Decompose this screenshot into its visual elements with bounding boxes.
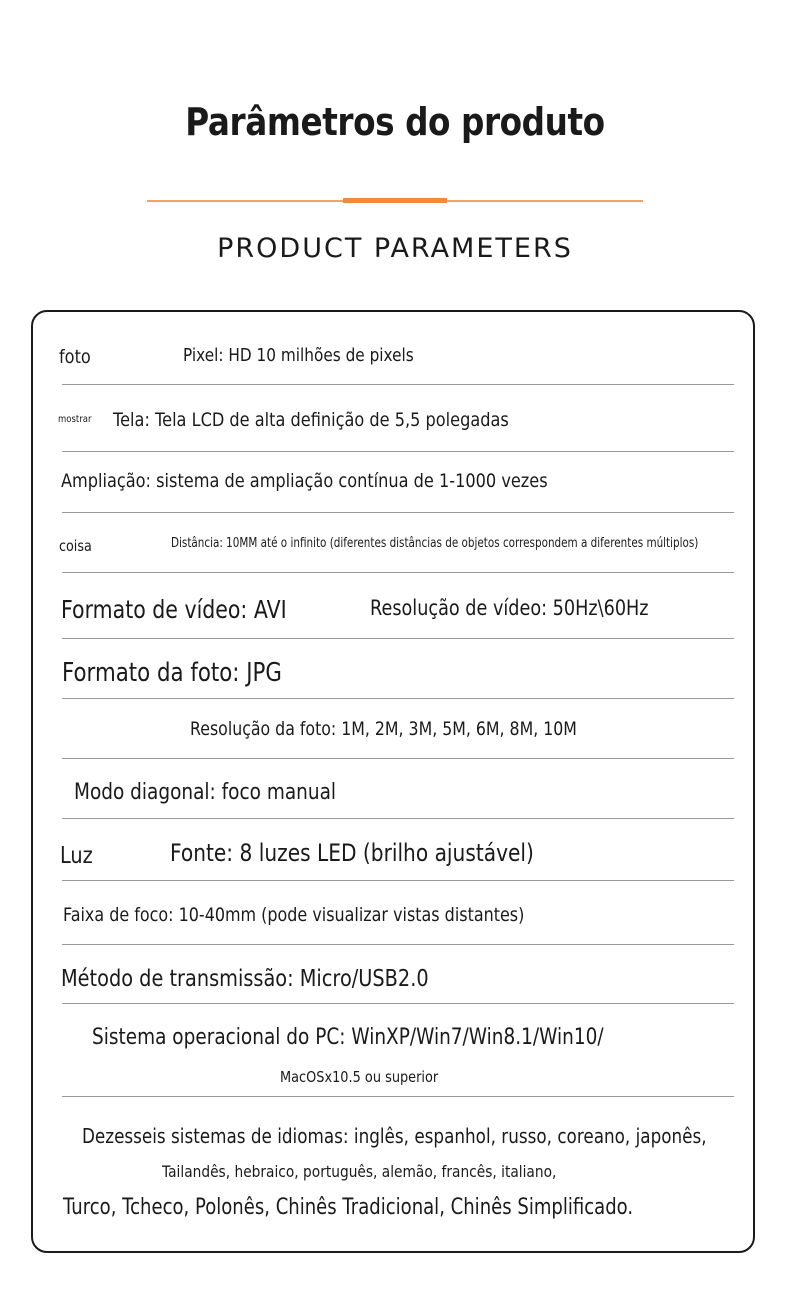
pixel-spec: Pixel: HD 10 milhões de pixels	[183, 345, 414, 366]
row-divider	[62, 944, 734, 945]
page-title: Parâmetros do produto	[185, 100, 605, 144]
faixa-foco-spec: Faixa de foco: 10-40mm (pode visualizar vistas distantes)	[63, 904, 525, 926]
idiomas-line-1: Dezesseis sistemas de idiomas: inglês, espanhol, russo, coreano, japonês,	[82, 1124, 707, 1148]
formato-foto-spec: Formato da foto: JPG	[62, 658, 282, 688]
formato-video-spec: Formato de vídeo: AVI	[61, 595, 287, 624]
row-divider	[62, 572, 734, 573]
row-divider	[62, 880, 734, 881]
macos-spec: MacOSx10.5 ou superior	[280, 1068, 439, 1086]
distancia-spec: Distância: 10MM até o infinito (diferentes distâncias de objetos correspondem a diferentes múltiplos)	[171, 536, 699, 551]
row-divider	[62, 638, 734, 639]
row-divider	[62, 1003, 734, 1004]
row-divider	[62, 451, 734, 452]
row-divider	[62, 698, 734, 699]
modo-diagonal-spec: Modo diagonal: foco manual	[74, 780, 337, 805]
row-divider	[62, 818, 734, 819]
ampliacao-spec: Ampliação: sistema de ampliação contínua de 1-1000 vezes	[61, 470, 548, 492]
transmissao-spec: Método de transmissão: Micro/USB2.0	[61, 966, 429, 992]
idiomas-line-2: Tailandês, hebraico, português, alemão, francês, italiano,	[162, 1162, 557, 1181]
idiomas-line-3: Turco, Tcheco, Polonês, Chinês Tradicional, Chinês Simplificado.	[63, 1195, 634, 1220]
title-divider-accent	[343, 198, 447, 203]
resolucao-video-spec: Resolução de vídeo: 50Hz\60Hz	[370, 596, 649, 620]
coisa-label: coisa	[59, 537, 92, 555]
sistema-pc-spec: Sistema operacional do PC: WinXP/Win7/Win8.1/Win10/	[92, 1025, 604, 1050]
foto-label: foto	[59, 346, 91, 368]
luz-label: Luz	[60, 843, 93, 869]
page-subtitle: PRODUCT PARAMETERS	[217, 233, 573, 264]
row-divider	[62, 512, 734, 513]
row-divider	[62, 384, 734, 385]
mostrar-label: mostrar	[58, 414, 92, 425]
row-divider	[62, 1096, 734, 1097]
fonte-spec: Fonte: 8 luzes LED (brilho ajustável)	[170, 839, 534, 867]
row-divider	[62, 758, 734, 759]
tela-spec: Tela: Tela LCD de alta definição de 5,5 polegadas	[113, 409, 509, 431]
resolucao-foto-spec: Resolução da foto: 1M, 2M, 3M, 5M, 6M, 8M, 10M	[190, 718, 577, 740]
